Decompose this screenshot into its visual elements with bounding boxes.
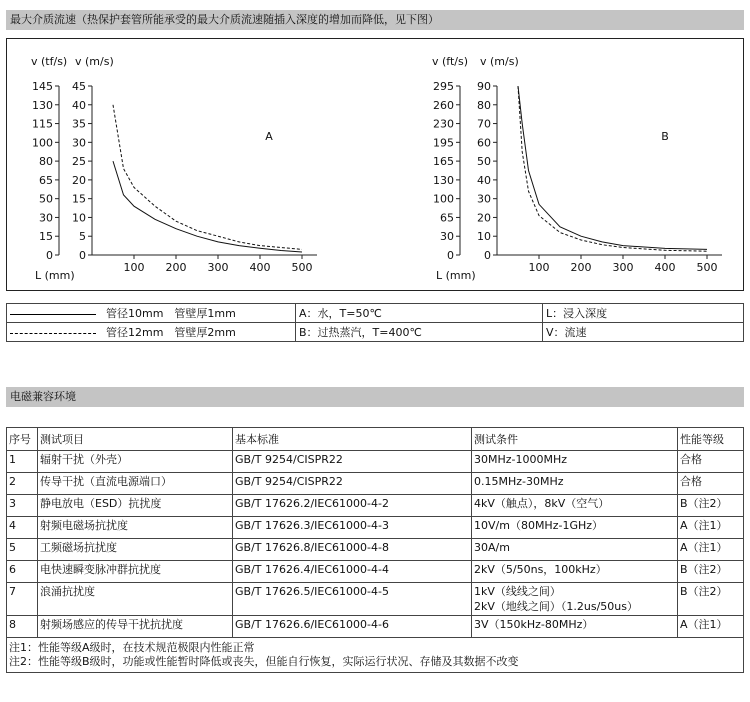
legend-dashed-label: 管径12mm 管壁厚2mm [106, 326, 236, 339]
chart-b-ylabel-left: v (ft/s) [432, 55, 469, 68]
table-row [7, 517, 744, 539]
chart-b-y-tick-label: 10 [477, 230, 491, 244]
chart-a-y-tick-label: 25 [72, 155, 86, 169]
chart-b-y2-tick-label: 295 [433, 80, 454, 93]
row-condition [472, 517, 678, 539]
row-condition [472, 473, 678, 495]
chart-b-y2-tick-label: 195 [433, 136, 454, 150]
chart-b-y-tick-label: 50 [477, 155, 491, 169]
chart-b-y2-tick-label: 130 [433, 173, 454, 187]
legend-solid-label: 管径10mm 管壁厚1mm [106, 307, 236, 320]
condition-line-1: 1kV（线线之间） [474, 585, 561, 598]
header-item: 测试项目 [38, 428, 233, 451]
legend-solid [7, 304, 296, 323]
chart-b-ylabel-right: v (m/s) [480, 55, 519, 68]
chart-a-y-tick-label: 40 [72, 98, 86, 112]
legend-l: L：浸入深度 [543, 304, 744, 323]
row-standard: GB/T 17626.4/IEC61000-4-4 [233, 561, 472, 583]
row-item: 电快速瞬变脉冲群抗扰度 [38, 561, 233, 583]
condition-line-1: 30A/m [474, 541, 510, 554]
row-no: 5 [7, 539, 38, 561]
condition-line-1: 3V（150kHz-80MHz） [474, 618, 594, 631]
chart-legend-table [6, 303, 744, 342]
table-row [7, 473, 744, 495]
row-standard: GB/T 17626.6/IEC61000-4-6 [233, 616, 472, 638]
row-no: 1 [7, 451, 38, 473]
row-item: 传导干扰（直流电源端口） [38, 473, 233, 495]
chart-a-y2-tick-label: 130 [32, 98, 53, 112]
row-no: 4 [7, 517, 38, 539]
chart-b-y2-tick-label: 30 [440, 230, 454, 244]
row-grade: A（注1） [678, 517, 744, 539]
chart-a-y-tick-label: 20 [72, 173, 86, 187]
chart-a-series-dashed [113, 105, 302, 250]
chart-a-y2-tick-label: 100 [32, 136, 53, 150]
table-row [7, 583, 744, 616]
chart-b-series-solid [518, 86, 707, 249]
header-no: 序号 [7, 428, 38, 451]
row-item: 浪涌抗扰度 [38, 583, 233, 616]
row-condition [472, 451, 678, 473]
chart-a-y2-tick-label: 80 [39, 155, 53, 169]
chart-a-y-tick-label: 15 [72, 192, 86, 206]
chart-b-y2-tick-label: 260 [433, 98, 454, 112]
row-no: 6 [7, 561, 38, 583]
row-standard: GB/T 17626.3/IEC61000-4-3 [233, 517, 472, 539]
chart-a-x-tick-label: 100 [123, 261, 145, 274]
row-standard: GB/T 17626.2/IEC61000-4-2 [233, 495, 472, 517]
chart-b-y-tick-label: 90 [477, 80, 491, 93]
row-condition [472, 616, 678, 638]
header-standard: 基本标准 [233, 428, 472, 451]
chart-b-y-tick-label: 70 [477, 117, 491, 131]
section-title-flow-velocity: 最大介质流速（热保护套管所能承受的最大介质流速随插入深度的增加而降低，见下图） [6, 10, 744, 30]
chart-a-y2-tick-label: 65 [39, 173, 53, 187]
legend-v: V：流速 [543, 323, 744, 342]
row-standard: GB/T 17626.5/IEC61000-4-5 [233, 583, 472, 616]
row-standard: GB/T 9254/CISPR22 [233, 473, 472, 495]
chart-b-y-tick-label: 0 [484, 249, 491, 262]
chart-b-y2-tick-label: 165 [433, 155, 454, 169]
row-item: 辐射干扰（外壳） [38, 451, 233, 473]
chart-b-y-tick-label: 20 [477, 211, 491, 225]
table-row [7, 561, 744, 583]
row-condition [472, 561, 678, 583]
chart-a-label: A [265, 130, 273, 143]
chart-b-xlabel: L (mm) [436, 269, 476, 282]
note-2: 注2：性能等级B级时，功能或性能暂时降低或丧失，但能自行恢复，实际运行状况、存储及其数据不改变 [9, 655, 519, 668]
chart-b-label: B [661, 130, 669, 143]
row-grade: B（注2） [678, 583, 744, 616]
chart-b-y-tick-label: 80 [477, 98, 491, 112]
row-grade: B（注2） [678, 561, 744, 583]
chart-b-y-tick-label: 30 [477, 192, 491, 206]
chart-b-y2-tick-label: 0 [447, 249, 454, 262]
row-no: 8 [7, 616, 38, 638]
chart-a-y2-tick-label: 145 [32, 80, 53, 93]
chart-a-x-tick-label: 200 [165, 261, 187, 274]
chart-a-y-tick-label: 10 [72, 211, 86, 225]
chart-b-y2-tick-label: 65 [440, 211, 454, 225]
condition-line-1: 0.15MHz-30MHz [474, 475, 564, 488]
chart-a-y-tick-label: 30 [72, 136, 86, 150]
legend-b: B：过热蒸汽，T=400℃ [296, 323, 543, 342]
chart-a-y2-tick-label: 15 [39, 230, 53, 244]
row-item: 工频磁场抗扰度 [38, 539, 233, 561]
header-condition: 测试条件 [472, 428, 678, 451]
table-row [7, 616, 744, 638]
dashed-line-swatch [10, 333, 96, 334]
chart-a-y2-tick-label: 30 [39, 211, 53, 225]
row-condition [472, 539, 678, 561]
condition-line-2: 2kV（地线之间）（1.2us/50us） [474, 600, 638, 613]
solid-line-swatch [10, 314, 96, 315]
chart-b-y2-tick-label: 100 [433, 192, 454, 206]
row-no: 2 [7, 473, 38, 495]
chart-b-y2-tick-label: 230 [433, 117, 454, 131]
chart-a-y2-tick-label: 0 [46, 249, 53, 262]
row-no: 7 [7, 583, 38, 616]
row-grade: A（注1） [678, 539, 744, 561]
chart-a-y-tick-label: 35 [72, 117, 86, 131]
row-item: 射频电磁场抗扰度 [38, 517, 233, 539]
row-grade: 合格 [678, 473, 744, 495]
chart-b-x-tick-label: 400 [654, 261, 676, 274]
chart-a-x-tick-label: 400 [249, 261, 271, 274]
chart-a-xlabel: L (mm) [35, 269, 75, 282]
table-row [7, 539, 744, 561]
flow-velocity-charts [6, 38, 744, 291]
chart-a-series-solid [113, 161, 302, 252]
emc-header-row [7, 428, 744, 451]
charts-svg [7, 39, 743, 290]
table-row [7, 495, 744, 517]
chart-a-y2-tick-label: 50 [39, 192, 53, 206]
row-grade: B（注2） [678, 495, 744, 517]
row-grade: A（注1） [678, 616, 744, 638]
row-grade: 合格 [678, 451, 744, 473]
condition-line-1: 4kV（触点），8kV（空气） [474, 497, 610, 510]
chart-b-x-tick-label: 200 [570, 261, 592, 274]
row-condition [472, 583, 678, 616]
chart-b-y-tick-label: 40 [477, 173, 491, 187]
chart-a-ylabel-left: v (tf/s) [31, 55, 68, 68]
section-title-emc: 电磁兼容环境 [6, 387, 744, 407]
row-item: 静电放电（ESD）抗扰度 [38, 495, 233, 517]
chart-a-ylabel-right: v (m/s) [75, 55, 114, 68]
chart-b-series-dashed [518, 86, 707, 251]
row-condition [472, 495, 678, 517]
legend-dashed [7, 323, 296, 342]
condition-line-1: 10V/m（80MHz-1GHz） [474, 519, 604, 532]
chart-a-y2-tick-label: 115 [32, 117, 53, 131]
header-grade: 性能等级 [678, 428, 744, 451]
row-no: 3 [7, 495, 38, 517]
chart-a-y-tick-label: 5 [79, 230, 86, 244]
note-1: 注1：性能等级A级时，在技术规范极限内性能正常 [9, 641, 255, 654]
row-standard: GB/T 9254/CISPR22 [233, 451, 472, 473]
emc-table [6, 427, 744, 673]
chart-a-y-tick-label: 45 [72, 80, 86, 93]
chart-b-x-tick-label: 500 [696, 261, 718, 274]
condition-line-1: 30MHz-1000MHz [474, 453, 568, 466]
chart-a-y-tick-label: 0 [79, 249, 86, 262]
chart-a-x-tick-label: 300 [207, 261, 229, 274]
legend-a: A：水，T=50℃ [296, 304, 543, 323]
chart-a-x-tick-label: 500 [291, 261, 313, 274]
row-item: 射频场感应的传导干扰抗扰度 [38, 616, 233, 638]
row-standard: GB/T 17626.8/IEC61000-4-8 [233, 539, 472, 561]
chart-b-x-tick-label: 100 [528, 261, 550, 274]
table-row [7, 451, 744, 473]
chart-b-x-tick-label: 300 [612, 261, 634, 274]
emc-notes [7, 638, 744, 673]
condition-line-1: 2kV（5/50ns，100kHz） [474, 563, 607, 576]
emc-notes-row [7, 638, 744, 673]
chart-b-y-tick-label: 60 [477, 136, 491, 150]
